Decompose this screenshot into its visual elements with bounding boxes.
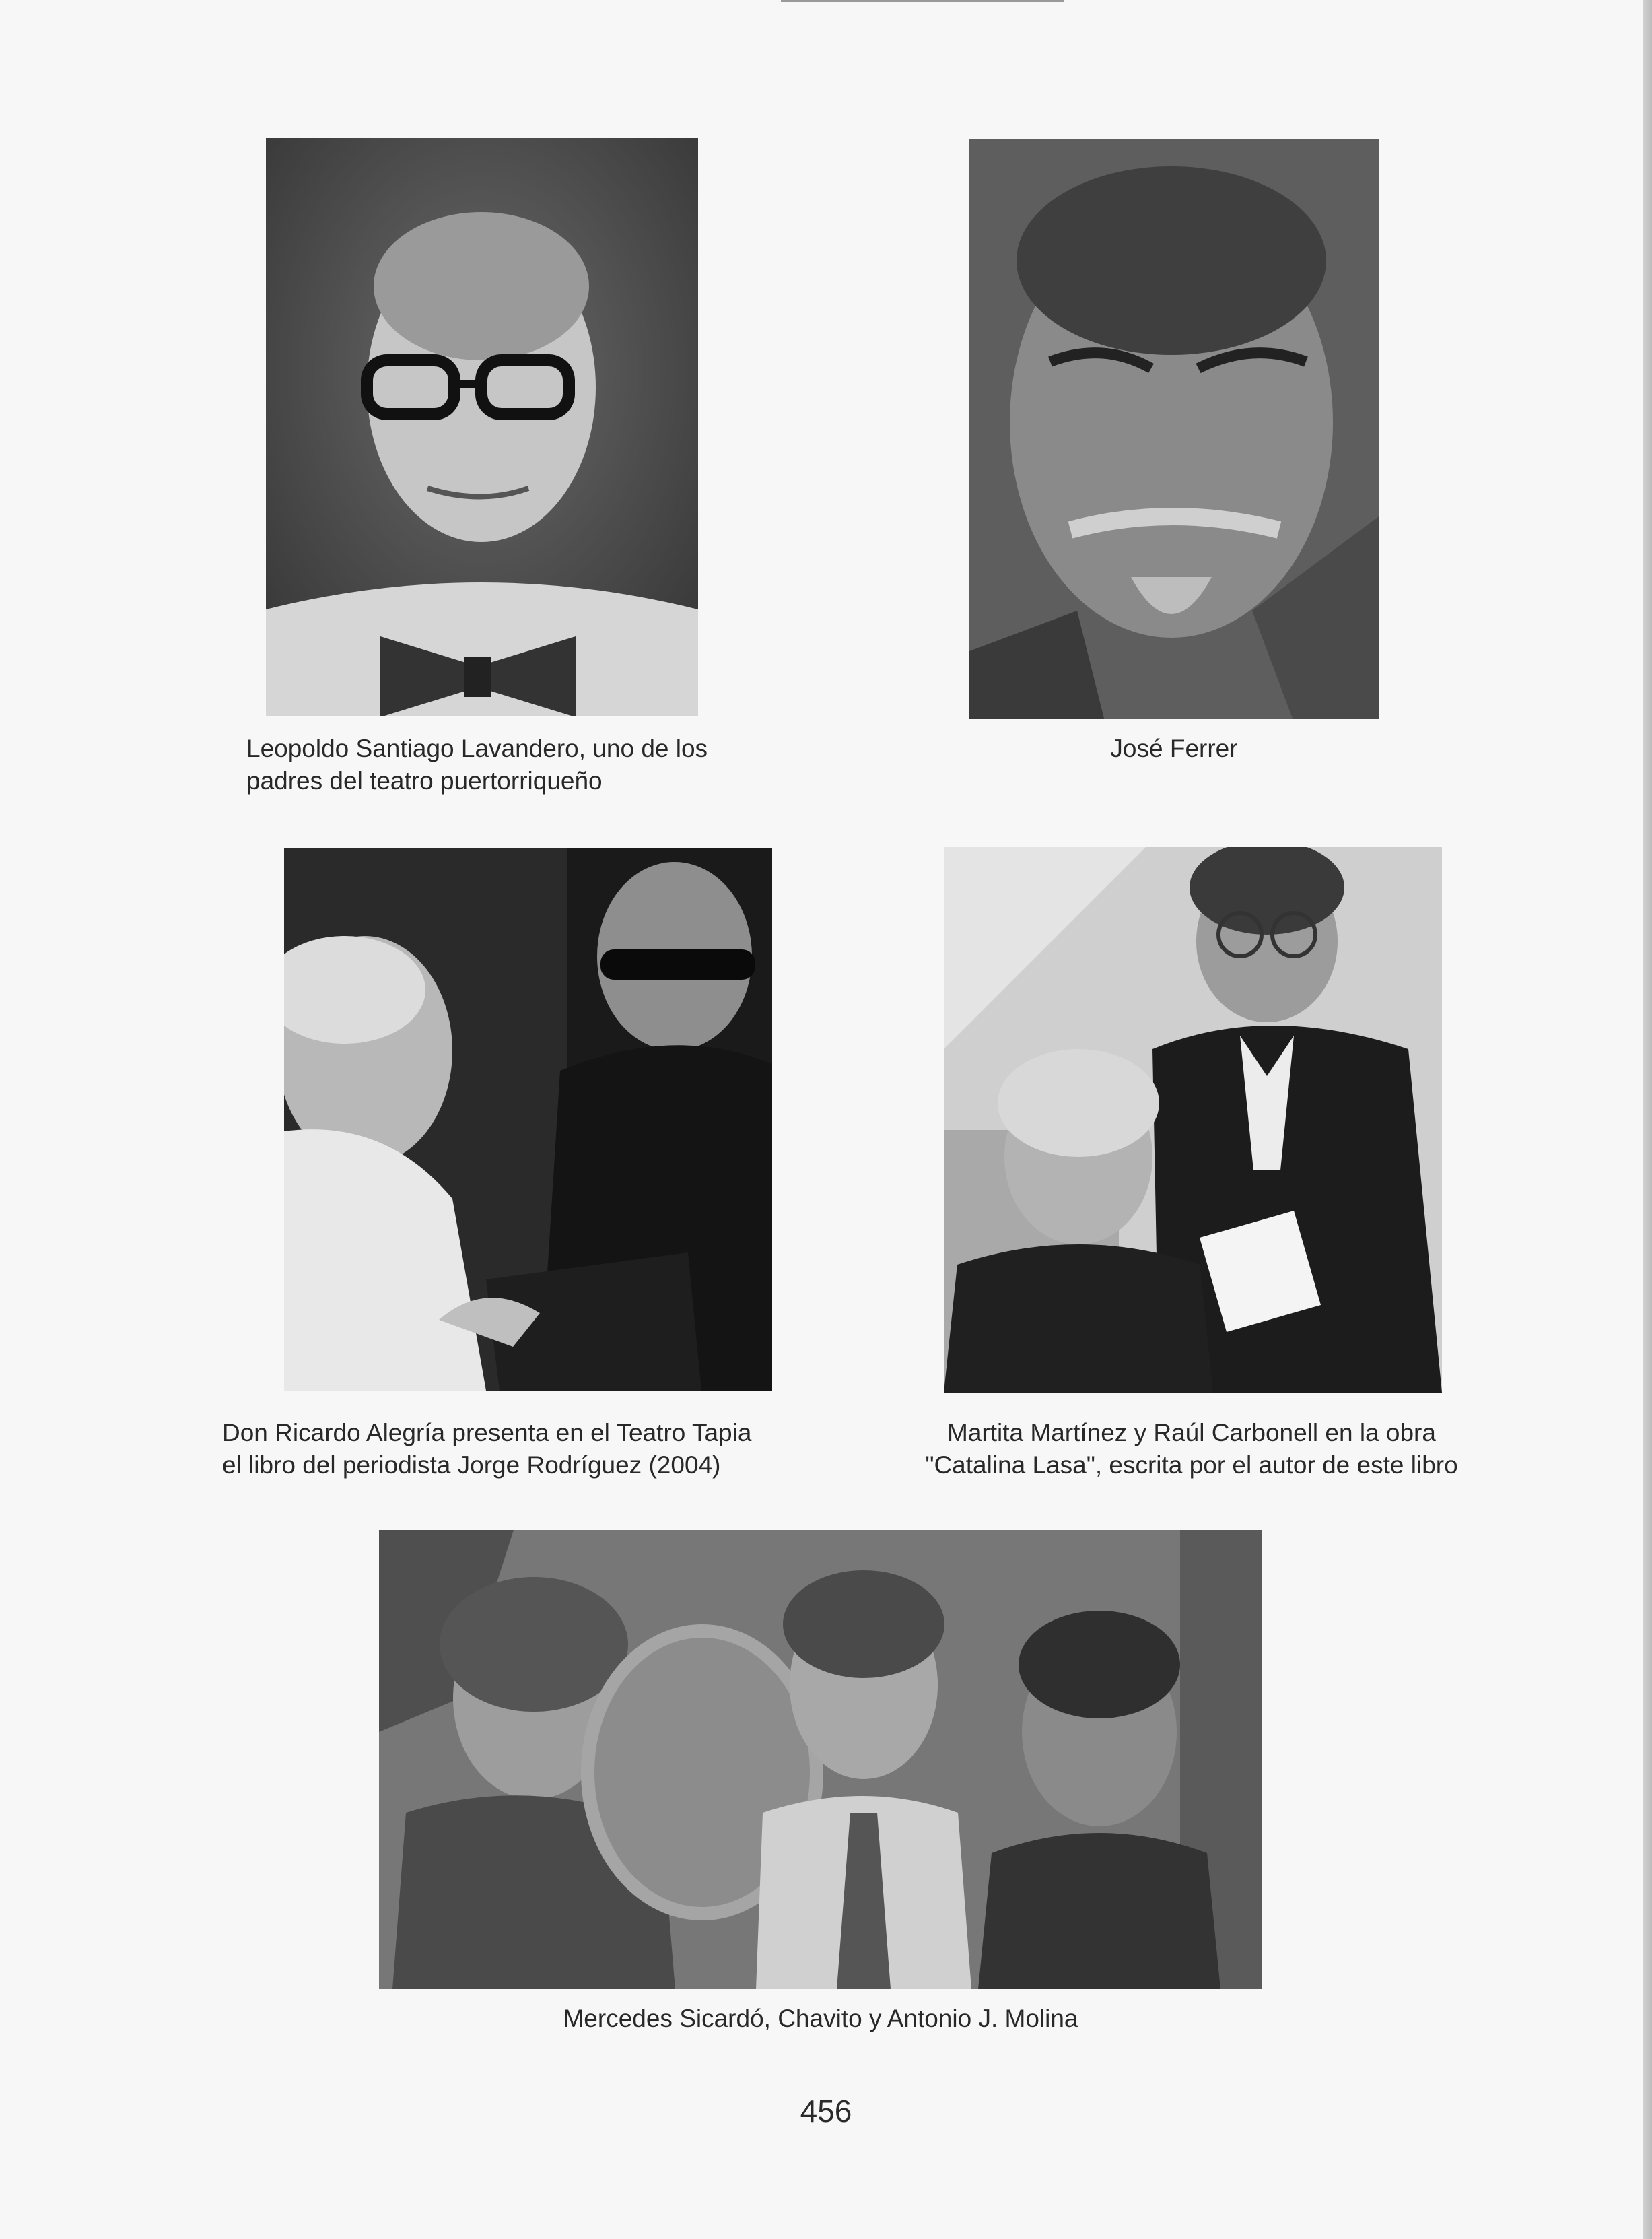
caption-lavandero: Leopoldo Santiago Lavandero, uno de los padres del teatro puertorriqueño bbox=[246, 735, 708, 795]
photo-sicardo-chavito-molina bbox=[379, 1530, 1262, 1989]
page-number: 456 bbox=[800, 2094, 852, 2129]
photo-lavandero bbox=[266, 138, 698, 716]
caption-martinez-carbonell: Martita Martínez y Raúl Carbonell en la obra "Catalina Lasa", escrita por el autor de este libro bbox=[925, 1419, 1458, 1479]
caption-ferrer: José Ferrer bbox=[1110, 735, 1238, 762]
caption-alegria: Don Ricardo Alegría presenta en el Teatro Tapia el libro del periodista Jorge Rodríguez (2004) bbox=[222, 1419, 752, 1479]
caption-sicardo-chavito-molina: Mercedes Sicardó, Chavito y Antonio J. Molina bbox=[563, 2005, 1078, 2032]
photo-martinez-carbonell bbox=[944, 847, 1442, 1393]
page-right-edge bbox=[1643, 0, 1652, 2239]
page-top-edge bbox=[781, 0, 1064, 2]
photo-alegria bbox=[284, 848, 772, 1391]
photo-ferrer bbox=[969, 139, 1379, 719]
